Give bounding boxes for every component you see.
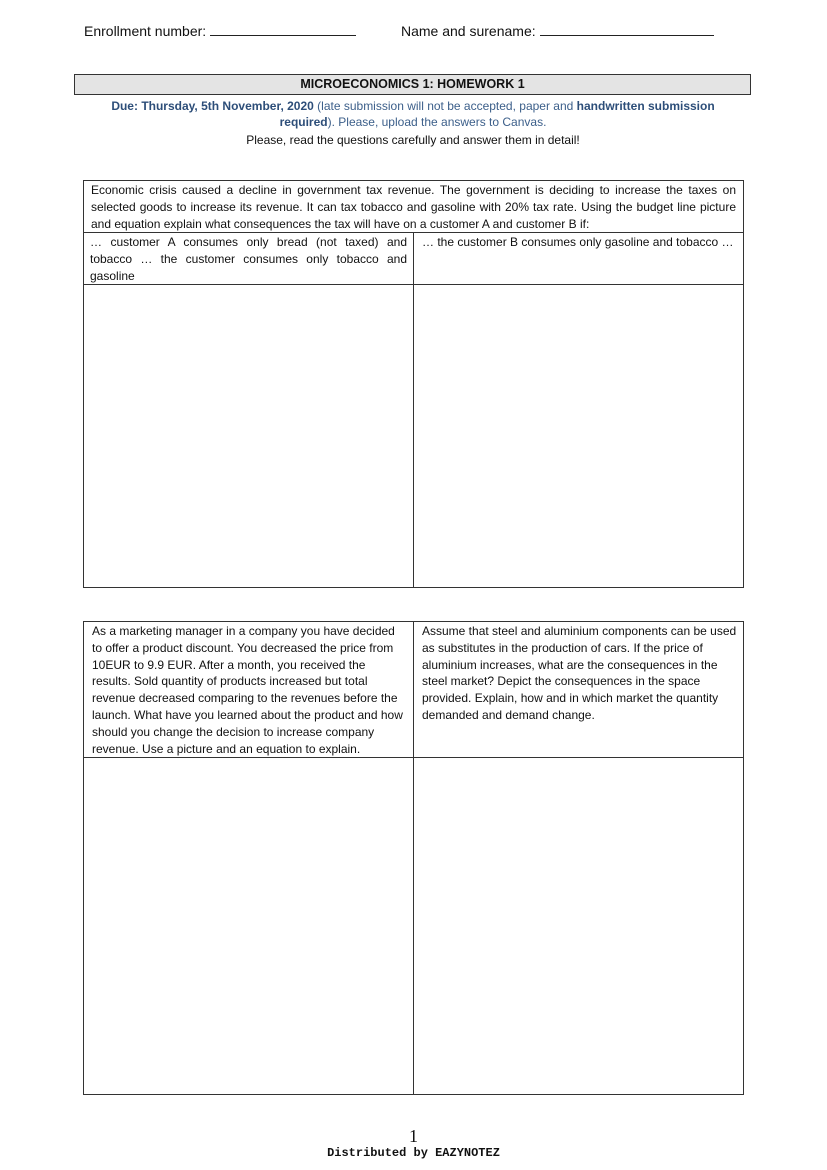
q1-right-answer-space[interactable] [414, 285, 743, 587]
q1-left-answer-space[interactable] [84, 285, 413, 587]
q2-left-question: As a marketing manager in a company you have decided to offer a product discount. You decreased the price from 10EUR to 9.9 EUR. After a month, you received the results. Sold quantity of products increased but total revenue decreased comparing to the revenues before the launch. What have you learned about the product and how should you change the decision to increase company revenue. Use a picture and an equation to explain. [92, 624, 403, 756]
q1-prompt: Economic crisis caused a decline in government tax revenue. The government is deciding to increase the taxes on selected goods to increase its revenue. It can tax tobacco and gasoline with 20% tax rate. Using the budget line picture and equation explain what consequences the tax will have on a customer A and customer B if: [91, 183, 736, 231]
instructions: Please, read the questions carefully and answer them in detail! [246, 133, 580, 147]
q2-border-right [743, 621, 744, 1095]
name-surname-field [401, 21, 714, 39]
page-number: 1 [409, 1126, 418, 1146]
q1-right-case: … the customer B consumes only gasoline and tobacco … [422, 235, 734, 249]
name-surname-blank [540, 21, 714, 36]
q2-right-answer-space[interactable] [414, 758, 743, 1094]
due-notice [84, 98, 742, 130]
due-handwritten: handwritten submission required [279, 99, 715, 129]
enrollment-number-label: Enrollment number: [84, 23, 207, 39]
homework-title: MICROECONOMICS 1: HOMEWORK 1 [74, 74, 751, 95]
q2-right-question: Assume that steel and aluminium components can be used as substitutes in the production of cars. If the price of aluminium increases, what are the consequences in the steel market? Depict the consequences in the space provided. Explain, how and in which market the quantity demanded and demand change. [422, 624, 737, 722]
q2-left-answer-space[interactable] [84, 758, 413, 1094]
enrollment-number-field [84, 21, 356, 39]
q1-left-case: … customer A consumes only bread (not taxed) and tobacco … the customer consumes only tobacco and gasoline [90, 235, 407, 283]
due-date: Due: Thursday, 5th November, 2020 [111, 99, 314, 113]
name-surname-label: Name and surename: [401, 23, 536, 39]
q1-border-right [743, 180, 744, 588]
due-note-part1: (late submission will not be accepted, paper and [313, 99, 577, 113]
enrollment-number-blank [210, 21, 356, 36]
distributor-footer: Distributed by EAZYNOTEZ [327, 1146, 500, 1160]
due-note-part2: ). Please, upload the answers to Canvas. [327, 115, 547, 129]
